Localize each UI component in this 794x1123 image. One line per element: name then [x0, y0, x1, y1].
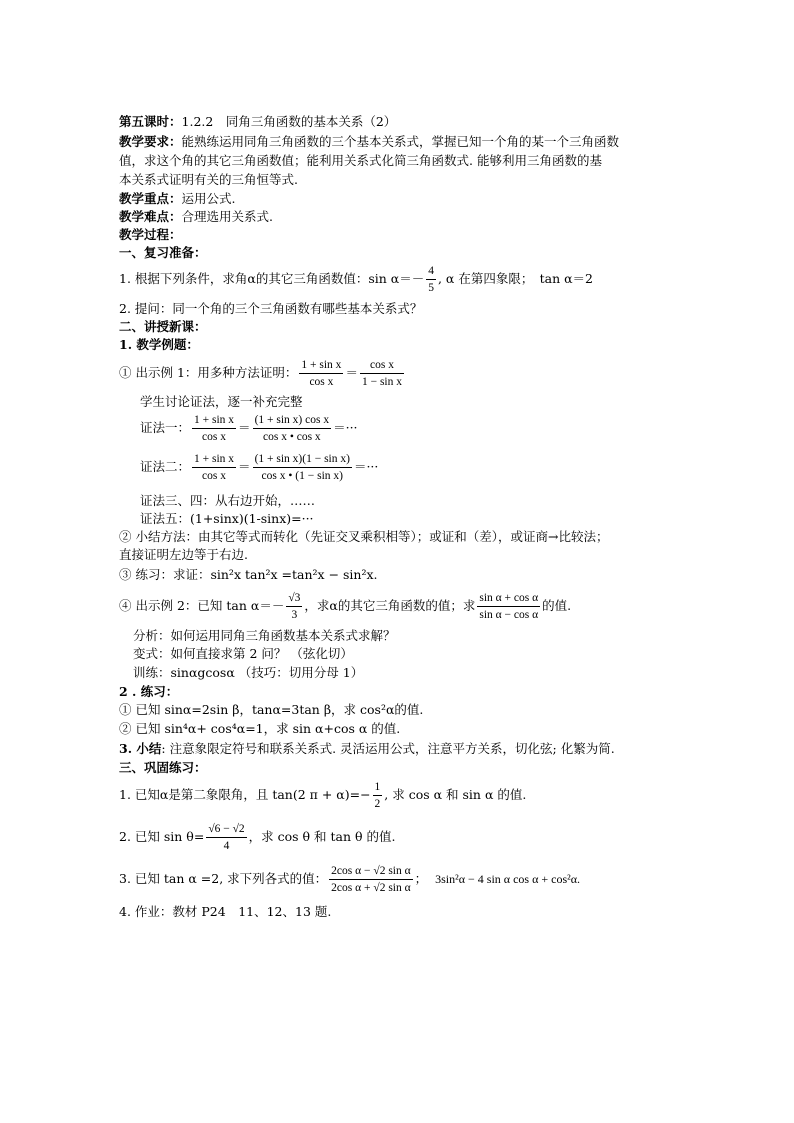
practice-subheading: 2 . 练习：: [119, 684, 179, 699]
summary-section: 3. 小结: 注意象限定符号和联系关系式. 灵活运用公式，注意平方关系，切化弦; 化繁为简.: [119, 741, 615, 756]
expression: 3sin²α − 4 sin α cos α + cos²α.: [435, 872, 581, 886]
requirements-line-1: 教学要求：能熟练运用同角三角函数的三个基本关系式，掌握已知一个角的某一个三角函数: [119, 134, 620, 149]
practice-item-1: ① 已知 sinα=2sin β，tanα=3tan β，求 cos²α的值.: [119, 702, 424, 717]
new-lesson-heading: 二、讲授新课：: [119, 319, 207, 334]
consolidate-question-3: 3. 已知 tan α =2, 求下列各式的值： $\frac{\text{2cos α − √2 sin α}}{\text{2cos α + √2 sin α}}$ ； 3sin²α − 4 sin α cos α + cos²α.: [119, 865, 581, 894]
summary-line-2: 直接证明左边等于右边.: [119, 547, 248, 562]
analysis: 分析：如何运用同角三角函数基本关系式求解？: [133, 628, 396, 643]
example-1: ① 出示例 1：用多种方法证明： $\frac{\text{1 + sin x}}{\text{cos x}}$ ＝ $\frac{\text{cos x}}{\text{1 − sin x}}$: [119, 359, 402, 388]
lesson-title-label: 第五课时：: [119, 114, 182, 129]
example-2: ④ 出示例 2：已知 tan α＝－ $\frac{√3}{3}$ ，求α的其它三角函数的值；求 $\frac{\text{sin α + cos α}}{\text{sin α − cos α}}$ 的值.: [119, 592, 572, 621]
key-point-label: 教学重点：: [119, 191, 182, 206]
fraction: $\frac{\text{1 + sin x}}{\text{cos x}}$: [194, 414, 235, 443]
fraction: $\frac{\text{sin α + cos α}}{\text{sin α − cos α}}$: [479, 592, 539, 621]
fraction: $\frac{√3}{3}$: [288, 592, 301, 621]
proof-method-5: 证法五：(1+sinx)(1-sinx)=···: [140, 511, 314, 526]
practice-item-2: ② 已知 sin⁴α+ cos⁴α=1，求 sin α+cos α 的值.: [119, 721, 401, 736]
review-question-1: 1. 根据下列条件，求角α的其它三角函数值：sin α＝－ $\frac{4}{5}$ , α 在第四象限； tan α＝2: [119, 265, 593, 294]
fraction: $\frac{\text{1 + sin x}}{\text{cos x}}$: [301, 359, 342, 388]
requirements-line-3: 本关系式证明有关的三角恒等式.: [119, 172, 298, 187]
summary-line-1: ② 小结方法：由其它等式而转化（先证交叉乘积相等）；或证和（差），或证商→比较法；: [119, 529, 609, 544]
training: 训练：sinαgcosα （技巧：切用分母 1）: [133, 665, 364, 680]
fraction: $\frac{\text{cos x}}{\text{1 − sin x}}$: [361, 359, 402, 388]
homework: 4. 作业：教材 P24 11、12、13 题.: [119, 904, 332, 919]
consolidate-question-2: 2. 已知 sin θ= $\frac{√6 - √2}{4}$ ，求 cos θ 和 tan θ 的值.: [119, 823, 396, 852]
requirements-line-2: 值，求这个角的其它三角函数值；能利用关系式化简三角函数式. 能够利用三角函数的基: [119, 153, 602, 168]
fraction: $\frac{1}{2}$: [374, 781, 381, 810]
proof-method-1: 证法一： $\frac{\text{1 + sin x}}{\text{cos x}}$ ＝ $\frac{\text{(1 + sin x) cos x}}{\text{cos x • cos x}}$ ＝···: [140, 414, 358, 443]
fraction: $\frac{\text{1 + sin x}}{\text{cos x}}$: [194, 453, 235, 482]
practice-3: ③ 练习：求证：sin²x tan²x =tan²x − sin²x.: [119, 567, 378, 582]
consolidate-question-1: 1. 已知α是第二象限角，且 tan(2 π + α)=− $\frac{1}{2}$ , 求 cos α 和 sin α 的值.: [119, 781, 527, 810]
fraction: $\frac{4}{5}$: [428, 265, 434, 294]
key-point: 教学重点：运用公式.: [119, 191, 236, 206]
proof-method-3-4: 证法三、四：从右边开始，……: [140, 493, 316, 508]
fraction: $\frac{√6 - √2}{4}$: [208, 823, 245, 852]
lesson-title-text: 1.2.2 同角三角函数的基本关系（2）: [181, 114, 397, 129]
examples-subheading: 1. 教学例题：: [119, 337, 199, 352]
difficulty-label: 教学难点：: [119, 209, 182, 224]
lesson-title: [119, 113, 396, 131]
fraction: $\frac{\text{2cos α − √2 sin α}}{\text{2cos α + √2 sin α}}$: [331, 865, 411, 894]
proof-method-2: 证法二： $\frac{\text{1 + sin x}}{\text{cos x}}$ ＝ $\frac{\text{(1 + sin x)(1 − sin x)}}{\text{cos x • (1 − sin x)}}$ ＝···: [140, 453, 379, 482]
review-heading: 一、复习准备：: [119, 245, 207, 260]
requirements-label: 教学要求：: [119, 134, 182, 149]
consolidate-heading: 三、巩固练习：: [119, 760, 207, 775]
fraction: $\frac{\text{(1 + sin x)(1 − sin x)}}{\text{cos x • (1 − sin x)}}$: [254, 453, 350, 482]
difficulty: 教学难点：合理选用关系式.: [119, 209, 273, 224]
fraction: $\frac{\text{(1 + sin x) cos x}}{\text{cos x • cos x}}$: [254, 414, 330, 443]
review-question-2: 2. 提问：同一个角的三个三角函数有哪些基本关系式？: [119, 301, 423, 316]
discussion: 学生讨论证法，逐一补充完整: [140, 394, 303, 409]
process-heading: 教学过程：: [119, 227, 182, 242]
variant: 变式：如何直接求第 2 问？ （弦化切）: [133, 646, 353, 661]
